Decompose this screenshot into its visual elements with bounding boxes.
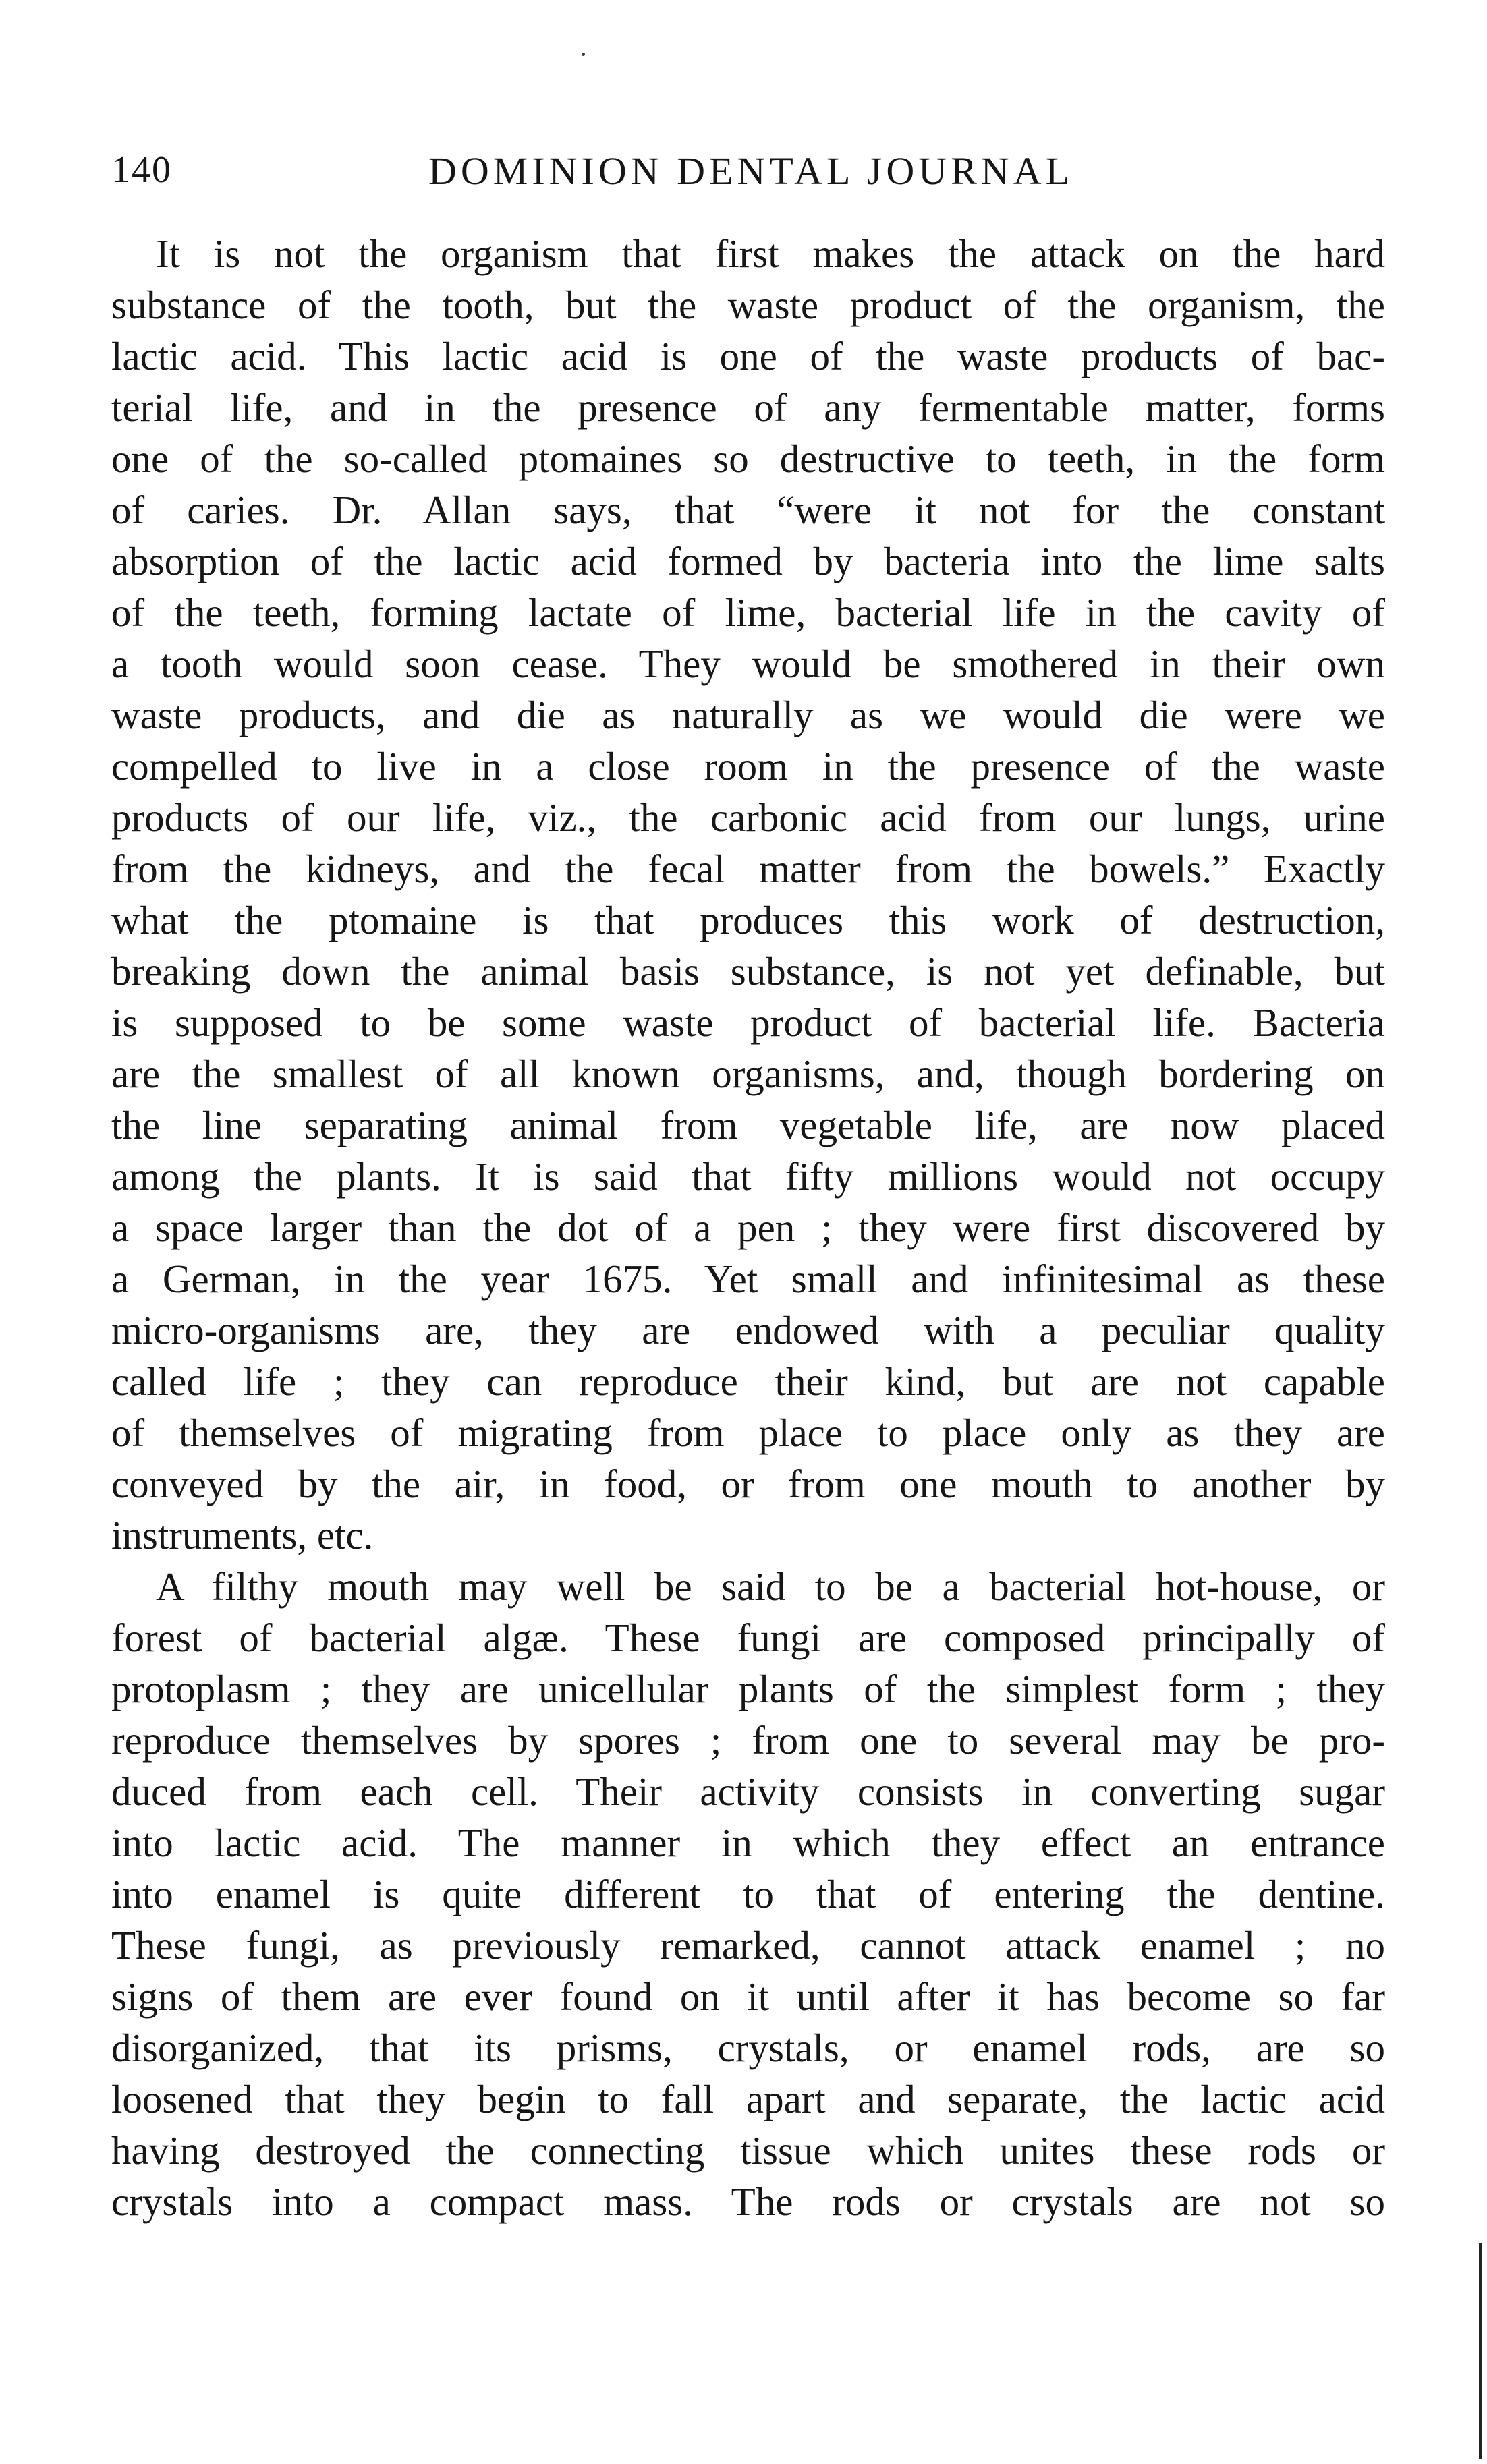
ink-speck — [582, 53, 585, 56]
text-line: breaking down the animal basis substance, is not yet definable, but — [111, 949, 1385, 994]
text-line: called life ; they can reproduce their kind, but are not capable — [111, 1359, 1385, 1404]
text-line: a tooth would soon cease. They would be smothered in their own — [111, 641, 1385, 686]
text-line: duced from each cell. Their activity consists in converting sugar — [111, 1769, 1385, 1814]
text-line: products of our life, viz., the carbonic acid from our lungs, urine — [111, 795, 1385, 840]
text-line: reproduce themselves by spores ; from one to several may be pro- — [111, 1718, 1385, 1763]
paragraph — [111, 1561, 1385, 2227]
body-text — [111, 228, 1385, 2227]
text-line: These fungi, as previously remarked, cannot attack enamel ; no — [111, 1923, 1385, 1968]
text-line: micro-organisms are, they are endowed with a peculiar quality — [111, 1308, 1385, 1352]
text-line: is supposed to be some waste product of bacterial life. Bacteria — [111, 1000, 1385, 1045]
scan-edge-line — [1479, 2243, 1482, 2459]
text-line: lactic acid. This lactic acid is one of the waste products of bac- — [111, 334, 1385, 378]
text-line: absorption of the lactic acid formed by bacteria into the lime salts — [111, 539, 1385, 583]
paragraph — [111, 228, 1385, 1561]
text-line: protoplasm ; they are unicellular plants of the simplest form ; they — [111, 1667, 1385, 1711]
text-line: It is not the organism that first makes the attack on the hard — [156, 231, 1385, 276]
text-line: substance of the tooth, but the waste product of the organism, the — [111, 283, 1385, 327]
text-line: forest of bacterial algæ. These fungi are composed principally of — [111, 1615, 1385, 1660]
text-line: of the teeth, forming lactate of lime, bacterial life in the cavity of — [111, 590, 1385, 635]
text-line: signs of them are ever found on it until after it has become so far — [111, 1974, 1385, 2019]
text-line: among the plants. It is said that fifty millions would not occupy — [111, 1154, 1385, 1199]
text-line: a space larger than the dot of a pen ; they were first discovered by — [111, 1205, 1385, 1250]
running-head: DOMINION DENTAL JOURNAL — [428, 149, 1074, 193]
text-line: compelled to live in a close room in the presence of the waste — [111, 744, 1385, 789]
text-line: crystals into a compact mass. The rods or crystals are not so — [111, 2179, 1385, 2224]
text-line: of caries. Dr. Allan says, that “were it not for the constant — [111, 488, 1385, 532]
text-line: of themselves of migrating from place to place only as they are — [111, 1410, 1385, 1455]
text-line: conveyed by the air, in food, or from one mouth to another by — [111, 1462, 1385, 1506]
text-line: having destroyed the connecting tissue which unites these rods or — [111, 2128, 1385, 2173]
page-number: 140 — [111, 149, 172, 191]
text-line: are the smallest of all known organisms, and, though bordering on — [111, 1052, 1385, 1096]
page-header — [111, 148, 1393, 202]
text-line: terial life, and in the presence of any fermentable matter, forms — [111, 385, 1385, 430]
text-line: into lactic acid. The manner in which they effect an entrance — [111, 1821, 1385, 1865]
text-line: instruments, etc. — [111, 1513, 374, 1557]
text-line: one of the so-called ptomaines so destructive to teeth, in the form — [111, 436, 1385, 481]
text-line: disorganized, that its prisms, crystals, or enamel rods, are so — [111, 2026, 1385, 2070]
text-line: the line separating animal from vegetable life, are now placed — [111, 1103, 1385, 1147]
text-line: A filthy mouth may well be said to be a bacterial hot-house, or — [156, 1564, 1385, 1609]
text-line: loosened that they begin to fall apart and separate, the lactic acid — [111, 2077, 1385, 2121]
text-line: a German, in the year 1675. Yet small and infinitesimal as these — [111, 1257, 1385, 1301]
text-line: what the ptomaine is that produces this work of destruction, — [111, 898, 1385, 942]
text-line: into enamel is quite different to that of entering the dentine. — [111, 1872, 1385, 1916]
text-line: from the kidneys, and the fecal matter from the bowels.” Exactly — [111, 847, 1385, 891]
text-line: waste products, and die as naturally as we would die were we — [111, 693, 1385, 737]
